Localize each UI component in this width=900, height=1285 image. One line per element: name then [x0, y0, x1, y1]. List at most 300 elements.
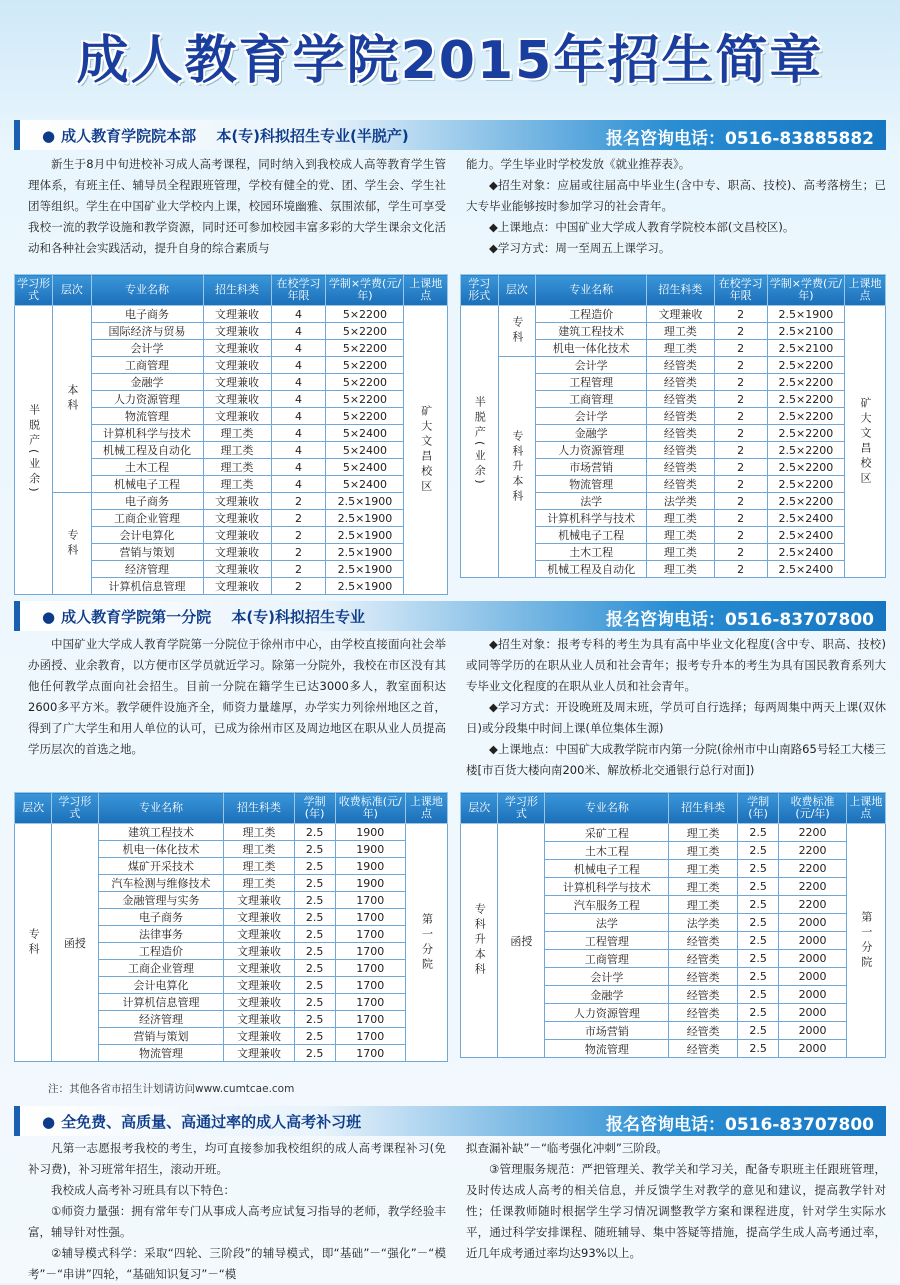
table-cell: 法律事务	[98, 926, 224, 943]
table-cell: 经济管理	[91, 561, 203, 578]
column-header: 收费标准(元/年)	[779, 793, 847, 824]
table-cell: 文理兼收	[224, 1011, 294, 1028]
table-cell: 工商企业管理	[91, 510, 203, 527]
table-header-row	[461, 275, 886, 306]
table-cell: 物流管理	[545, 1040, 669, 1058]
table-cell: 2.5	[294, 1028, 335, 1045]
column-header: 在校学习年限	[271, 275, 326, 306]
paragraph: ①师资力量强：拥有常年专门从事成人高考应试复习指导的老师，教学经验丰富，辅导针对性强。	[28, 1204, 446, 1239]
column-header: 学习形式	[52, 793, 98, 824]
study-form-cell: 函授	[52, 824, 98, 1062]
table-cell: 2	[714, 459, 767, 476]
table-cell: 理工类	[224, 841, 294, 858]
phone-number: 报名咨询电话：0516-83707800	[606, 610, 874, 630]
table-cell: 计算机信息管理	[98, 994, 224, 1011]
table-cell: 5×2200	[326, 340, 404, 357]
study-form-cell: 半脱产(业余)	[15, 306, 53, 595]
table-cell: 理工类	[669, 860, 737, 878]
table-cell: 2.5	[737, 860, 778, 878]
table-cell: 工程造价	[536, 306, 647, 323]
table-cell: 2.5×1900	[326, 578, 404, 595]
table-cell: 2200	[779, 824, 847, 842]
table-cell: 5×2200	[326, 357, 404, 374]
table-cell: 2.5	[294, 994, 335, 1011]
table-cell: 5×2400	[326, 459, 404, 476]
table-cell: 法学	[536, 493, 647, 510]
table-cell: 2.5	[737, 878, 778, 896]
page-title: 成人教育学院2015年招生简章	[76, 31, 824, 91]
table-cell: 2	[714, 340, 767, 357]
table-cell: 2	[714, 442, 767, 459]
study-form-cell: 半脱产(业余)	[461, 306, 499, 578]
column-header: 专业名称	[98, 793, 224, 824]
table-row	[461, 357, 886, 374]
column-header: 招生科类	[647, 275, 714, 306]
table-cell: 电子商务	[98, 909, 224, 926]
table-cell: 文理兼收	[203, 374, 271, 391]
table-cell: 1700	[335, 892, 405, 909]
table-cell: 2.5×2200	[767, 357, 844, 374]
table-cell: 文理兼收	[224, 926, 294, 943]
table-cell: 2	[714, 544, 767, 561]
table-cell: 2.5×2200	[767, 459, 844, 476]
table-cell: 金融学	[91, 374, 203, 391]
table-cell: 计算机信息管理	[91, 578, 203, 595]
table-cell: 2.5	[737, 1040, 778, 1058]
table-cell: 经管类	[669, 950, 737, 968]
table-cell: 文理兼收	[224, 977, 294, 994]
table-cell: 2.5	[737, 968, 778, 986]
level-cell: 本科	[53, 306, 91, 493]
table-cell: 物流管理	[98, 1045, 224, 1062]
table-cell: 2.5×1900	[326, 510, 404, 527]
table-cell: 工程管理	[545, 932, 669, 950]
table-cell: 2.5	[294, 1011, 335, 1028]
table-cell: 2	[714, 493, 767, 510]
table-cell: 煤矿开采技术	[98, 858, 224, 875]
section-title: 成人教育学院院本部 本(专)科拟招生专业(半脱产)	[61, 127, 409, 145]
table-cell: 工商管理	[91, 357, 203, 374]
table-cell: 会计电算化	[98, 977, 224, 994]
table-cell: 2.5	[294, 926, 335, 943]
table-cell: 2	[271, 510, 326, 527]
level-cell: 专科	[498, 306, 536, 357]
column-header: 层次	[461, 793, 498, 824]
table-cell: 2.5×2100	[767, 340, 844, 357]
first-branch-table-right	[460, 792, 886, 1058]
table-cell: 2200	[779, 842, 847, 860]
paragraph: ③管理服务规范：严把管理关、教学关和学习关，配备专职班主任跟班管理，及时传达成人高考的相关信息，并反馈学生对教学的意见和建议，提高教学针对性；任课教师随时根据学生学习情况调整教学方案和课程进度，针对学生实际水平，通过科学安排课程、随班辅导、集中答疑等措施，提高学生成人高考通过率，近几年成考通过率均达93%以上。	[466, 1162, 886, 1260]
table-cell: 机电一体化技术	[536, 340, 647, 357]
location-cell: 第一分院	[846, 824, 885, 1058]
table-cell: 2	[714, 357, 767, 374]
table-cell: 2.5×2100	[767, 323, 844, 340]
table-cell: 会计学	[545, 968, 669, 986]
bullet-icon: ●	[42, 608, 56, 626]
table-cell: 电子商务	[91, 306, 203, 323]
column-header: 招生科类	[669, 793, 737, 824]
main-campus-table-left	[14, 274, 448, 595]
paragraph: 我校成人高考补习班具有以下特色：	[51, 1183, 235, 1197]
table-cell: 经管类	[647, 391, 714, 408]
paragraph: ◆学习方式：周一至周五上课学习。	[489, 241, 671, 255]
table-cell: 经管类	[647, 476, 714, 493]
table-cell: 理工类	[647, 510, 714, 527]
table-cell: 1700	[335, 977, 405, 994]
table-cell: 工商管理	[545, 950, 669, 968]
table-cell: 5×2400	[326, 442, 404, 459]
table-cell: 人力资源管理	[545, 1004, 669, 1022]
table-cell: 2.5×1900	[326, 527, 404, 544]
table-cell: 2000	[779, 914, 847, 932]
table-cell: 建筑工程技术	[98, 824, 224, 841]
table-cell: 理工类	[203, 459, 271, 476]
table-cell: 5×2400	[326, 425, 404, 442]
table-cell: 2.5	[737, 1004, 778, 1022]
table-cell: 2200	[779, 860, 847, 878]
table-cell: 理工类	[647, 527, 714, 544]
column-header: 层次	[53, 275, 91, 306]
table-cell: 2.5×1900	[326, 493, 404, 510]
table-cell: 1900	[335, 875, 405, 892]
table-row	[461, 306, 886, 323]
table-cell: 2.5×2200	[767, 425, 844, 442]
section-header-first-branch	[14, 601, 886, 631]
table-cell: 2.5×2200	[767, 476, 844, 493]
table-cell: 文理兼收	[203, 357, 271, 374]
table-cell: 经管类	[669, 1004, 737, 1022]
table-cell: 1700	[335, 909, 405, 926]
location-cell: 第一分院	[405, 824, 447, 1062]
paragraph: ◆招生对象：报考专科的考生为具有高中毕业文化程度(含中专、职高、技校)或同等学历的在职从业人员和社会青年；报考专升本的考生为具有国民教育系列大专毕业文化程度的在职从业人员和社会青年。	[466, 637, 886, 693]
table-cell: 2.5×2400	[767, 561, 844, 578]
table-cell: 2	[271, 493, 326, 510]
table-cell: 机械电子工程	[545, 860, 669, 878]
table-cell: 4	[271, 323, 326, 340]
table-cell: 2.5×2200	[767, 442, 844, 459]
table-cell: 1700	[335, 960, 405, 977]
column-header: 上课地点	[404, 275, 448, 306]
table-cell: 2.5×1900	[326, 544, 404, 561]
table-cell: 1700	[335, 1011, 405, 1028]
table-cell: 工商管理	[536, 391, 647, 408]
table-cell: 市场营销	[536, 459, 647, 476]
table-cell: 金融学	[536, 425, 647, 442]
table-cell: 4	[271, 374, 326, 391]
table-cell: 2.5×1900	[326, 561, 404, 578]
level-cell: 专科升本科	[461, 824, 498, 1058]
table-cell: 营销与策划	[98, 1028, 224, 1045]
table-cell: 5×2200	[326, 391, 404, 408]
table-cell: 理工类	[203, 442, 271, 459]
table-cell: 2.5	[737, 824, 778, 842]
table-cell: 2	[271, 561, 326, 578]
table-cell: 理工类	[224, 858, 294, 875]
paragraph: ◆学习方式：开设晚班及周末班，学员可自行选择；每两周集中两天上课(双休日)或分段集中时间上课(单位集体生源)	[466, 700, 886, 735]
table-cell: 2000	[779, 932, 847, 950]
table-cell: 2	[714, 408, 767, 425]
column-header: 学制(年)	[294, 793, 335, 824]
table-header-row	[15, 793, 448, 824]
table-cell: 1900	[335, 858, 405, 875]
table-cell: 理工类	[669, 896, 737, 914]
table-header-row	[15, 275, 448, 306]
paragraph: 能力。学生毕业时学校发放《就业推荐表》。	[466, 157, 691, 171]
table-cell: 工商企业管理	[98, 960, 224, 977]
table-cell: 经管类	[669, 968, 737, 986]
column-header: 学习形式	[498, 793, 545, 824]
column-header: 上课地点	[845, 275, 886, 306]
table-cell: 人力资源管理	[91, 391, 203, 408]
table-cell: 2.5×2200	[767, 493, 844, 510]
table-cell: 4	[271, 408, 326, 425]
table-cell: 法学	[545, 914, 669, 932]
bullet-icon: ●	[42, 1113, 56, 1131]
table-cell: 文理兼收	[224, 994, 294, 1011]
table-cell: 文理兼收	[203, 493, 271, 510]
table-cell: 经管类	[669, 1022, 737, 1040]
table-cell: 2	[714, 476, 767, 493]
paragraph: ②辅导模式科学：采取“四轮、三阶段”的辅导模式，即“基础”－“强化”－“模考”－“串讲”四轮，“基础知识复习”－“模	[28, 1246, 446, 1281]
table-cell: 会计电算化	[91, 527, 203, 544]
table-header-row	[461, 793, 886, 824]
main-campus-details	[466, 154, 886, 259]
table-cell: 理工类	[224, 824, 294, 841]
level-cell: 专科	[53, 493, 91, 595]
table-cell: 计算机科学与技术	[536, 510, 647, 527]
table-row	[461, 824, 886, 842]
table-cell: 文理兼收	[203, 527, 271, 544]
table-cell: 2.5	[737, 932, 778, 950]
table-cell: 理工类	[647, 561, 714, 578]
table-cell: 工程造价	[98, 943, 224, 960]
table-cell: 文理兼收	[224, 960, 294, 977]
table-cell: 5×2200	[326, 306, 404, 323]
table-cell: 2.5	[737, 842, 778, 860]
table-cell: 2.5	[294, 824, 335, 841]
table-cell: 4	[271, 357, 326, 374]
column-header: 专业名称	[545, 793, 669, 824]
table-cell: 1700	[335, 926, 405, 943]
footnote: 注：其他各省市招生计划请访问www.cumtcae.com	[48, 1083, 295, 1095]
table-cell: 2.5	[294, 892, 335, 909]
study-form-cell: 函授	[498, 824, 545, 1058]
table-cell: 金融学	[545, 986, 669, 1004]
table-cell: 2	[271, 527, 326, 544]
table-cell: 5×2200	[326, 323, 404, 340]
table-cell: 2000	[779, 1004, 847, 1022]
table-cell: 文理兼收	[203, 306, 271, 323]
table-cell: 经济管理	[98, 1011, 224, 1028]
table-cell: 2000	[779, 1022, 847, 1040]
table-cell: 2	[714, 306, 767, 323]
paragraph: ◆招生对象：应届或往届高中毕业生(含中专、职高、技校)、高考落榜生；已大专毕业能够按时参加学习的社会青年。	[466, 178, 886, 213]
column-header: 学制(年)	[737, 793, 778, 824]
main-campus-table-right	[460, 274, 886, 578]
table-cell: 计算机科学与技术	[91, 425, 203, 442]
column-header: 层次	[15, 793, 52, 824]
paragraph: 拟查漏补缺”－“临考强化冲刺”三阶段。	[466, 1141, 668, 1155]
table-cell: 1700	[335, 1028, 405, 1045]
table-cell: 土木工程	[545, 842, 669, 860]
column-header: 专业名称	[536, 275, 647, 306]
table-cell: 2.5	[737, 1022, 778, 1040]
table-cell: 5×2200	[326, 408, 404, 425]
phone-number: 报名咨询电话：0516-83885882	[606, 129, 874, 149]
table-cell: 理工类	[647, 544, 714, 561]
table-cell: 文理兼收	[203, 578, 271, 595]
table-cell: 2000	[779, 1040, 847, 1058]
table-cell: 理工类	[669, 878, 737, 896]
tutoring-details	[466, 1138, 886, 1264]
column-header: 学制×学费(元/年)	[767, 275, 844, 306]
table-cell: 经管类	[647, 459, 714, 476]
table-cell: 2.5×1900	[767, 306, 844, 323]
table-cell: 2200	[779, 896, 847, 914]
table-cell: 会计学	[536, 408, 647, 425]
column-header: 招生科类	[224, 793, 294, 824]
table-cell: 4	[271, 459, 326, 476]
table-cell: 1700	[335, 943, 405, 960]
table-cell: 2	[714, 391, 767, 408]
table-cell: 采矿工程	[545, 824, 669, 842]
table-cell: 机械工程及自动化	[536, 561, 647, 578]
table-cell: 经管类	[647, 442, 714, 459]
table-cell: 文理兼收	[203, 510, 271, 527]
table-row	[15, 493, 448, 510]
first-branch-details	[466, 634, 886, 781]
table-cell: 2.5	[737, 986, 778, 1004]
table-cell: 1900	[335, 824, 405, 841]
table-cell: 4	[271, 340, 326, 357]
column-header: 收费标准(元/年)	[335, 793, 405, 824]
table-cell: 2.5×2400	[767, 527, 844, 544]
column-header: 层次	[498, 275, 536, 306]
table-cell: 文理兼收	[224, 1028, 294, 1045]
table-cell: 4	[271, 306, 326, 323]
column-header: 学制×学费(元/年)	[326, 275, 404, 306]
table-cell: 2.5×2200	[767, 391, 844, 408]
table-cell: 经管类	[647, 374, 714, 391]
table-cell: 2.5	[294, 841, 335, 858]
table-cell: 2.5	[294, 909, 335, 926]
section-header-main-campus	[14, 120, 886, 150]
table-cell: 文理兼收	[203, 391, 271, 408]
table-cell: 理工类	[203, 476, 271, 493]
table-cell: 土木工程	[536, 544, 647, 561]
first-branch-table-left	[14, 792, 448, 1062]
table-cell: 2.5	[737, 950, 778, 968]
location-cell: 矿大文昌校区	[404, 306, 448, 595]
paragraph: ◆上课地点：中国矿大成教学院市内第一分院(徐州市中山南路65号轻工大楼三楼[市百货大楼向南200米、解放桥北交通银行总行对面])	[466, 742, 886, 777]
table-cell: 理工类	[203, 425, 271, 442]
table-cell: 1900	[335, 841, 405, 858]
table-cell: 2200	[779, 878, 847, 896]
table-cell: 5×2200	[326, 374, 404, 391]
table-cell: 2000	[779, 986, 847, 1004]
table-cell: 2000	[779, 968, 847, 986]
table-row	[15, 824, 448, 841]
table-cell: 文理兼收	[203, 323, 271, 340]
table-cell: 1700	[335, 1045, 405, 1062]
table-cell: 汽车检测与维修技术	[98, 875, 224, 892]
table-cell: 2	[714, 323, 767, 340]
table-cell: 理工类	[669, 842, 737, 860]
section-title: 成人教育学院第一分院 本(专)科拟招生专业	[61, 608, 366, 626]
table-cell: 经管类	[647, 408, 714, 425]
table-cell: 市场营销	[545, 1022, 669, 1040]
column-header: 上课地点	[405, 793, 447, 824]
table-cell: 4	[271, 391, 326, 408]
table-cell: 2.5×2400	[767, 544, 844, 561]
column-header: 专业名称	[91, 275, 203, 306]
table-cell: 2	[714, 510, 767, 527]
table-cell: 2.5	[294, 977, 335, 994]
table-cell: 1700	[335, 994, 405, 1011]
table-cell: 2.5	[294, 875, 335, 892]
table-cell: 文理兼收	[647, 306, 714, 323]
table-cell: 4	[271, 442, 326, 459]
phone-number: 报名咨询电话：0516-83707800	[606, 1115, 874, 1135]
table-cell: 机械电子工程	[91, 476, 203, 493]
table-cell: 会计学	[91, 340, 203, 357]
table-cell: 2	[714, 374, 767, 391]
table-cell: 理工类	[669, 824, 737, 842]
table-cell: 经管类	[669, 1040, 737, 1058]
table-cell: 2	[271, 578, 326, 595]
table-cell: 2.5×2200	[767, 408, 844, 425]
table-row	[15, 306, 448, 323]
table-cell: 理工类	[647, 340, 714, 357]
table-cell: 土木工程	[91, 459, 203, 476]
section-title: 全免费、高质量、高通过率的成人高考补习班	[61, 1113, 362, 1131]
table-cell: 2	[271, 544, 326, 561]
table-cell: 机械电子工程	[536, 527, 647, 544]
table-cell: 经管类	[669, 932, 737, 950]
table-cell: 建筑工程技术	[536, 323, 647, 340]
column-header: 学习形式	[461, 275, 499, 306]
table-cell: 电子商务	[91, 493, 203, 510]
table-cell: 2.5	[294, 960, 335, 977]
table-cell: 2.5	[294, 1045, 335, 1062]
table-cell: 会计学	[536, 357, 647, 374]
level-cell: 专科升本科	[498, 357, 536, 578]
table-cell: 机电一体化技术	[98, 841, 224, 858]
section-header-tutoring	[14, 1106, 886, 1136]
table-cell: 理工类	[647, 323, 714, 340]
table-cell: 工程管理	[536, 374, 647, 391]
table-cell: 文理兼收	[224, 892, 294, 909]
location-cell: 矿大文昌校区	[845, 306, 886, 578]
table-cell: 文理兼收	[224, 1045, 294, 1062]
table-cell: 金融管理与实务	[98, 892, 224, 909]
table-cell: 2.5×2200	[767, 374, 844, 391]
table-cell: 人力资源管理	[536, 442, 647, 459]
table-cell: 2000	[779, 950, 847, 968]
table-cell: 2	[714, 425, 767, 442]
tutoring-intro	[28, 1138, 446, 1285]
level-cell: 专科	[15, 824, 52, 1062]
table-cell: 物流管理	[91, 408, 203, 425]
table-cell: 文理兼收	[203, 340, 271, 357]
table-cell: 2	[714, 561, 767, 578]
table-cell: 4	[271, 425, 326, 442]
table-cell: 理工类	[224, 875, 294, 892]
table-cell: 文理兼收	[203, 561, 271, 578]
table-cell: 2.5	[294, 858, 335, 875]
table-cell: 物流管理	[536, 476, 647, 493]
table-cell: 2.5	[737, 896, 778, 914]
